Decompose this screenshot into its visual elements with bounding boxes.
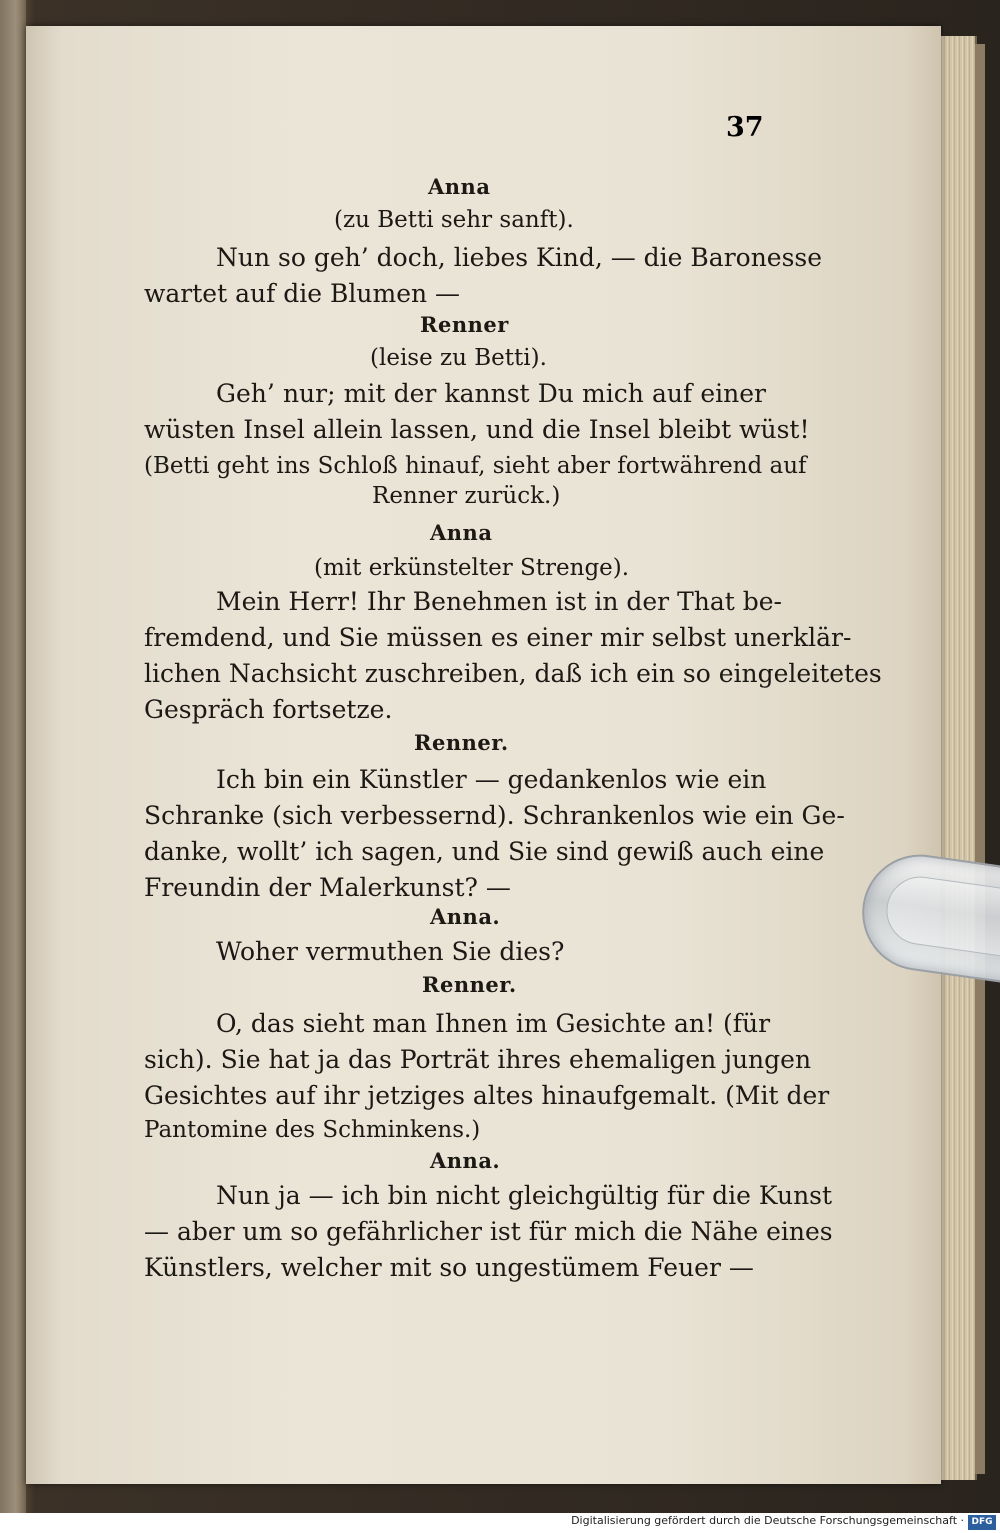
text-line: Nun so geh’ doch, liebes Kind, — die Baronesse (216, 243, 823, 272)
stage-direction: (Betti geht ins Schloß hinauf, sieht aber fortwährend auf (144, 453, 807, 479)
speaker-name: Anna (430, 520, 493, 545)
text-line: danke, wollt’ ich sagen, und Sie sind gewiß auch eine (144, 837, 825, 866)
text-line: Gespräch fortsetze. (144, 695, 393, 724)
page-text (26, 26, 941, 1484)
book-page (26, 26, 941, 1484)
facing-page-edge (0, 0, 26, 1513)
text-line: Nun ja — ich bin nicht gleichgültig für die Kunst (216, 1181, 833, 1210)
stage-direction: (zu Betti sehr sanft). (334, 207, 574, 233)
clip-highlight (882, 872, 1000, 959)
text-line: Ich bin ein Künstler — gedankenlos wie ein (216, 765, 767, 794)
stage-direction: (mit erkünstelter Strenge). (314, 555, 630, 581)
text-line: O, das sieht man Ihnen im Gesichte an! (für (216, 1009, 771, 1038)
speaker-name: Renner. (422, 972, 517, 997)
text-line: wartet auf die Blumen — (144, 279, 461, 308)
text-line: Freundin der Malerkunst? — (144, 873, 511, 902)
footer-credit: Digitalisierung gefördert durch die Deutsche Forschungsgemeinschaft · (571, 1514, 964, 1527)
digitization-footer (0, 1513, 1000, 1533)
speaker-name: Anna (428, 174, 491, 199)
stage-direction: (leise zu Betti). (370, 345, 547, 371)
speaker-name: Anna. (430, 904, 501, 929)
text-line: — aber um so gefährlicher ist für mich die Nähe eines (144, 1217, 833, 1246)
text-line: Woher vermuthen Sie dies? (216, 937, 565, 966)
speaker-name: Anna. (430, 1148, 501, 1173)
stage-direction: Renner zurück.) (372, 483, 561, 509)
text-line: Geh’ nur; mit der kannst Du mich auf einer (216, 379, 766, 408)
text-line: Mein Herr! Ihr Benehmen ist in der That be- (216, 587, 782, 616)
text-line: Künstlers, welcher mit so ungestümem Feuer — (144, 1253, 754, 1282)
text-line: sich). Sie hat ja das Porträt ihres ehemaligen jungen (144, 1045, 812, 1074)
speaker-name: Renner (420, 312, 509, 337)
page-stack-edge (941, 36, 977, 1480)
text-line: lichen Nachsicht zuschreiben, daß ich ein so eingeleitetes (144, 659, 882, 688)
speaker-name: Renner. (414, 730, 509, 755)
text-line: Schranke (sich verbessernd). Schrankenlos wie ein Ge- (144, 801, 845, 830)
text-line: Gesichtes auf ihr jetziges altes hinaufgemalt. (Mit der (144, 1081, 830, 1110)
page-number: 37 (726, 112, 764, 143)
book-cover-edge (975, 44, 985, 1474)
stage-direction: Pantomine des Schminkens.) (144, 1117, 481, 1143)
text-line: wüsten Insel allein lassen, und die Insel bleibt wüst! (144, 415, 810, 444)
dfg-logo: DFG (968, 1515, 996, 1530)
text-line: fremdend, und Sie müssen es einer mir selbst unerklär- (144, 623, 852, 652)
